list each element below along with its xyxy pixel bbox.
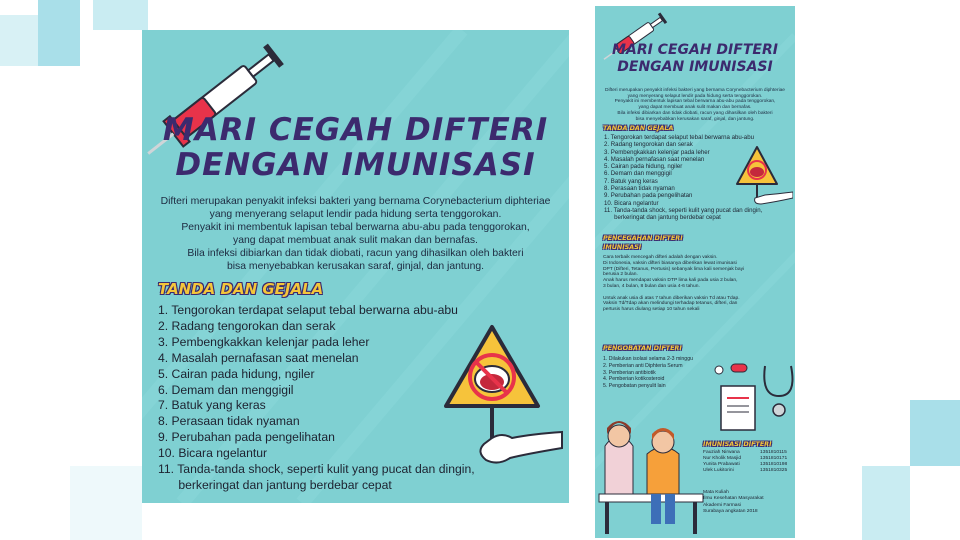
list-item: 6. Demam dan menggigil (158, 382, 294, 397)
list-item: 9. Perubahan pada pengelihatan (158, 430, 335, 445)
list-item: 3. Pemberian antibiotik (603, 369, 656, 376)
warning-sign-icon (434, 322, 564, 472)
list-item: 7. Batuk yang keras (158, 398, 266, 413)
deco-square (862, 466, 910, 540)
banner-treatment-heading: PENGOBATAN DIFTERI (603, 344, 682, 352)
list-item: 10. Bicara ngelantur (158, 446, 268, 461)
banner-title-line2: DENGAN IMUNISASI (617, 59, 773, 75)
symptoms-heading: TANDA DAN GEJALA (158, 280, 324, 298)
list-item: 5. Cairan pada hidung, ngiler (158, 366, 315, 381)
banner-title-line1: MARI CEGAH DIFTERI (612, 42, 778, 58)
banner-symptoms-heading: TANDA DAN GEJALA (603, 124, 674, 132)
list-item: 2. Pemberian anti Diphteria Serum (603, 362, 683, 369)
poster-intro: Difteri merupakan penyakit infeksi bakteri yang bernama Corynebacterium diphteriae yang menyerang selaput lendir pada hidung serta tenggorokan. Penyakit ini membentuk lapisan tebal berwarna abu-abu pada tenggorokan, yang dapat membuat anak sulit makan dan bernafas. Bila infeksi dibiarkan dan tidak diobati, racun yang dihasilkan oleh bakteri bisa menyebabkan kerusakan saraf, ginjal, dan jantung. (160, 196, 551, 272)
list-item: Fauziah Nirwana 1351810115 (703, 450, 787, 455)
list-item: 1. Tengorokan terdapat selaput tebal berwarna abu-abu (604, 134, 754, 141)
list-item: 9. Perubahan pada pengelihatan (604, 192, 693, 200)
deco-square (70, 466, 142, 540)
list-item: 10. Bicara ngelantur (604, 199, 659, 207)
list-item: 2. Radang tengorokan dan serak (604, 141, 693, 149)
list-item: 2. Radang tengorokan dan serak (158, 318, 336, 333)
deco-square (93, 0, 148, 30)
list-item: 4. Masalah pernafasan saat menelan (158, 350, 359, 365)
list-item: Nur Kholik Masjid 1351810171 (703, 456, 788, 461)
deco-square (0, 15, 38, 66)
list-item: Yunita Prabawati 1351810198 (703, 462, 788, 467)
list-item: 5. Cairan pada hidung, ngiler (604, 163, 683, 171)
list-item: berkeringat dan jantung berdebar cepat (158, 477, 392, 492)
poster-title-line1: MARI CEGAH DIFTERI (162, 112, 549, 148)
list-item: berkeringat dan jantung berdebar cepat (604, 214, 721, 222)
poster-banner (595, 6, 795, 538)
deco-square (910, 400, 960, 466)
banner-course-info: Mata Kuliah Ilmu Kesehatan Masyarakat Akademi Farmasi Surabaya angkatan 2018 (703, 490, 764, 515)
medical-illustration (707, 358, 795, 438)
hand-icon (480, 432, 562, 463)
medical-chart-icon (721, 386, 755, 430)
symptoms-list (158, 303, 475, 494)
pills-icon (731, 364, 747, 372)
banner-prevention-text: Cara terbaik mencegah difteri adalah dengan vaksin. Di Indonesia, vaksin difteri biasanya diberikan lewat imunisasi DPT (Difteri, Tetanus, Pertusis) sebanyak lima kali semenjak bayi berusia 2 bulan. Anak harus mendapat vaksin DTP lima kali pada usia 2 bulan, 3 bulan, 4 bulan, 8 bulan dan usia 4-6 tahun. Untuk anak usia di atas 7 tahun diberikan vaksin Td atau Tdap. Vaksin Td/Tdap akan melindungi terhadap tetanus, difteri, dan pertusis harus diulang setiap 10 tahun sekali (603, 255, 745, 313)
warning-sign-icon (733, 144, 793, 206)
poster-title-line2: DENGAN IMUNISASI (175, 147, 536, 183)
list-item: 11. Tanda-tanda shock, seperti kulit yang pucat dan dingin, (604, 206, 763, 214)
banner-treatment-list (603, 356, 693, 390)
list-item: 3. Pembengkakkan kelenjar pada leher (158, 334, 370, 349)
list-item: 4. Pemberian kotikosteroid (603, 376, 665, 383)
list-item: 11. Tanda-tanda shock, seperti kulit yang pucat dan dingin, (158, 462, 475, 477)
list-item: 4. Masalah pernafasan saat menelan (604, 155, 705, 163)
list-item: 5. Pengobatan penyulit lain (603, 383, 666, 390)
stethoscope-icon (764, 366, 792, 396)
hand-icon (755, 192, 793, 204)
sick-people-illustration (595, 406, 705, 536)
banner-team-heading: IMUNISASI DIFTERI (703, 440, 772, 448)
list-item: 1. Tengorokan terdapat selaput tebal berwarna abu-abu (158, 303, 458, 317)
banner-prevention-heading: PENCEGAHAN DIFTERI IMUNISASI (603, 234, 683, 251)
list-item: Ulek Lukitorini 1351810325 (703, 468, 788, 473)
banner-team-list (703, 450, 787, 474)
deco-square (38, 0, 80, 66)
list-item: 8. Perasaan tidak nyaman (604, 185, 675, 193)
list-item: 8. Perasaan tidak nyaman (158, 414, 300, 429)
list-item: 6. Demam dan menggigil (604, 170, 672, 178)
poster-main (142, 30, 569, 503)
list-item: 3. Pembengkakkan kelenjar pada leher (604, 148, 710, 156)
list-item: 1. Dilakukan isolasi selama 2-3 minggu (603, 356, 693, 362)
list-item: 7. Batuk yang keras (604, 177, 658, 185)
banner-intro: Difteri merupakan penyakit infeksi bakteri yang bernama Corynebacterium diphteriae yang menyerang selaput lendir pada hidung serta tenggorokan. Penyakit ini membentuk lapisan tebal berwarna abu-abu pada tenggorokan, yang dapat membuat anak sulit makan dan bernafas. Bila infeksi dibiarkan dan tidak diobati, racun yang dihasilkan oleh bakteri bisa menyebabkan kerusakan saraf, ginjal, dan jantung. (605, 88, 785, 122)
